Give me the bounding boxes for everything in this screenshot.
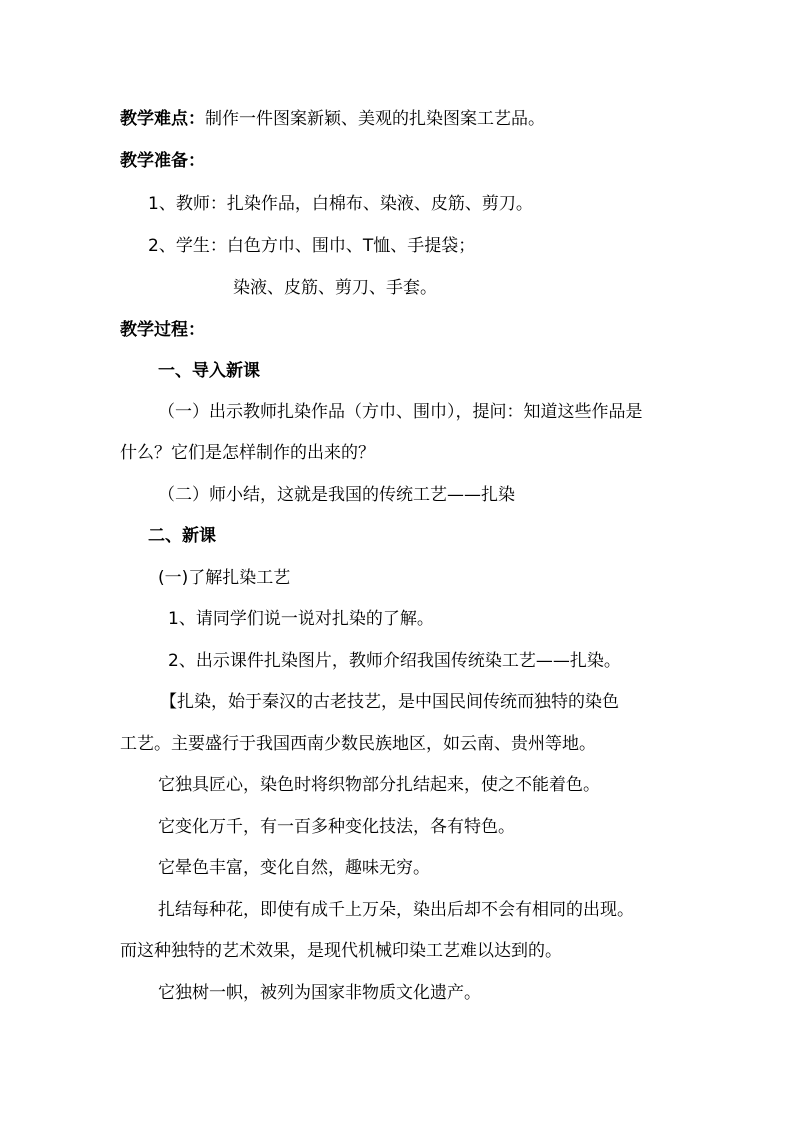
- tiedye-heritage: 它独树一帜，被列为国家非物质文化遗产。: [158, 983, 481, 1003]
- student-materials: 2、学生：白色方巾、围巾、T恤、手提袋；: [148, 236, 476, 256]
- intro-step-1: （一）出示教师扎染作品（方巾、围巾），提问：知道这些作品是: [158, 402, 643, 422]
- process-heading: 教学过程：: [120, 320, 205, 340]
- tiedye-feature-3: 它晕色丰富，变化自然，趣味无穷。: [158, 858, 430, 878]
- tiedye-feature-4-cont: 而这种独特的艺术效果，是现代机械印染工艺难以达到的。: [120, 941, 562, 961]
- tiedye-feature-4: 扎结每种花，即使有成千上万朵，染出后却不会有相同的出现。: [158, 900, 634, 920]
- subsection-heading: (一)了解扎染工艺: [158, 568, 291, 588]
- tiedye-feature-2: 它变化万千，有一百多种变化技法，各有特色。: [158, 817, 515, 837]
- new-step-1: 1、请同学们说一说对扎染的了解。: [168, 609, 434, 629]
- difficulty-line: [120, 108, 545, 130]
- teacher-materials: 1、教师：扎染作品，白棉布、染液、皮筋、剪刀。: [148, 194, 533, 214]
- tiedye-feature-1: 它独具匠心，染色时将织物部分扎结起来，使之不能着色。: [158, 775, 600, 795]
- tiedye-intro: 【扎染，始于秦汉的古老技艺，是中国民间传统而独特的染色: [160, 692, 619, 712]
- intro-step-2: （二）师小结，这就是我国的传统工艺——扎染: [158, 485, 515, 505]
- new-step-2: 2、出示课件扎染图片，教师介绍我国传统染工艺——扎染。: [168, 651, 621, 671]
- intro-step-1-cont: 什么？它们是怎样制作的出来的？: [120, 443, 375, 463]
- difficulty-text: 制作一件图案新颖、美观的扎染图案工艺品。: [205, 109, 545, 129]
- tiedye-intro-cont: 工艺。主要盛行于我国西南少数民族地区，如云南、贵州等地。: [120, 734, 596, 754]
- section-intro-heading: 一、导入新课: [158, 361, 260, 381]
- student-materials-cont: 染液、皮筋、剪刀、手套。: [233, 278, 437, 298]
- section-new-heading: 二、新课: [148, 526, 216, 546]
- preparation-heading: 教学准备：: [120, 151, 205, 171]
- difficulty-label: 教学难点：: [120, 109, 205, 129]
